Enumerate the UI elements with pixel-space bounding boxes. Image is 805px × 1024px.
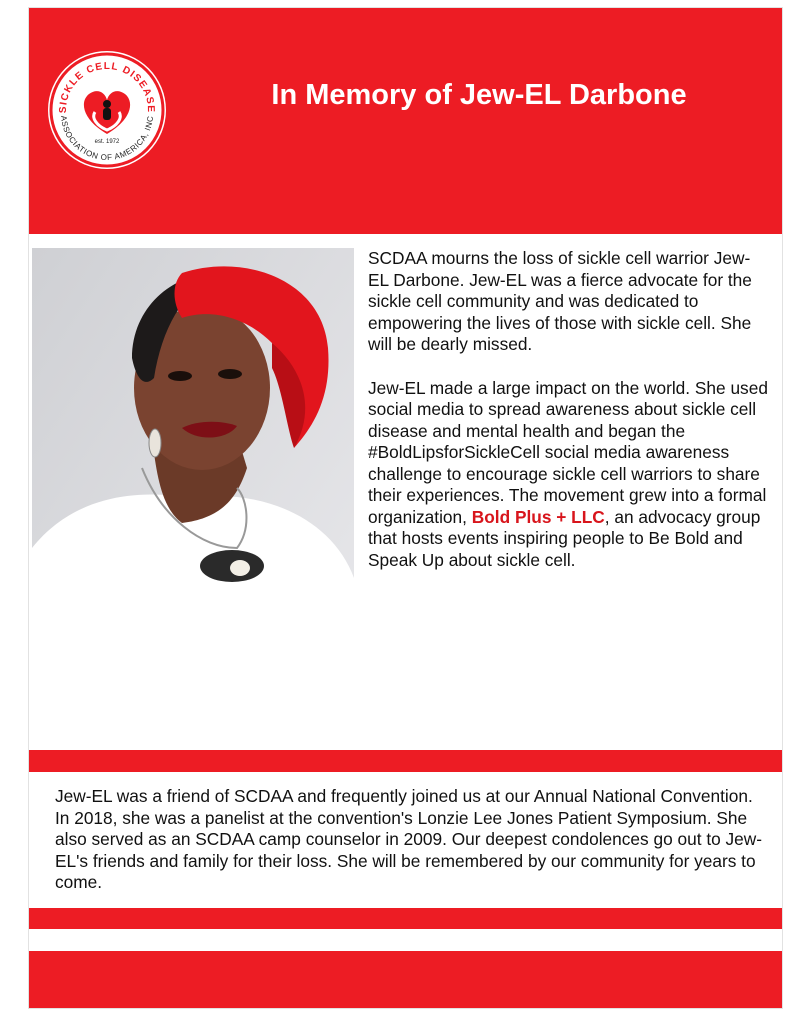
red-band-middle <box>29 908 782 929</box>
scdaa-logo <box>47 50 167 170</box>
intro-paragraph-1: SCDAA mourns the loss of sickle cell warrior Jew-EL Darbone. Jew-EL was a fierce advocate for the sickle cell community and was dedicated to empowering the lives of those with sickle cell. She will be dearly missed. <box>368 248 752 354</box>
closing-paragraph: Jew-EL was a friend of SCDAA and frequently joined us at our Annual National Convention. In 2018, she was a panelist at the convention's Lonzie Lee Jones Patient Symposium. She also served as an SCDAA camp counselor in 2009. Our deepest condolences go out to Jew-EL's friends and family for their loss. She will be remembered by our community for years to come. <box>55 786 763 892</box>
logo-bottom-arc-text: ASSOCIATION OF AMERICA, INC <box>58 115 156 163</box>
red-band-top <box>29 750 782 772</box>
logo-top-arc-text: SICKLE CELL DISEASE <box>57 60 157 114</box>
logo-est-text: est. 1972 <box>94 139 120 145</box>
bold-plus-llc-link[interactable]: Bold Plus + LLC <box>471 506 605 527</box>
intro-paragraph-2 <box>368 378 768 572</box>
header-banner <box>29 8 782 234</box>
intro-text <box>368 248 768 593</box>
red-band-bottom <box>29 951 782 1008</box>
intro-paragraph-2-end: , an advocacy group that hosts events inspiring people to Be Bold and Speak Up about sickle cell. <box>368 506 761 570</box>
portrait-photo <box>32 248 354 738</box>
page-title: In Memory of Jew-EL Darbone <box>271 79 687 111</box>
child-figure-icon <box>103 100 111 108</box>
intro-paragraph-2-start: Jew-EL made a large impact on the world. She used social media to spread awareness about sickle cell disease and mental health and began the #BoldLipsforSickleCell social media awareness challenge to encourage sickle cell warriors to share their experiences. The movement grew into a formal organization, <box>368 377 768 527</box>
